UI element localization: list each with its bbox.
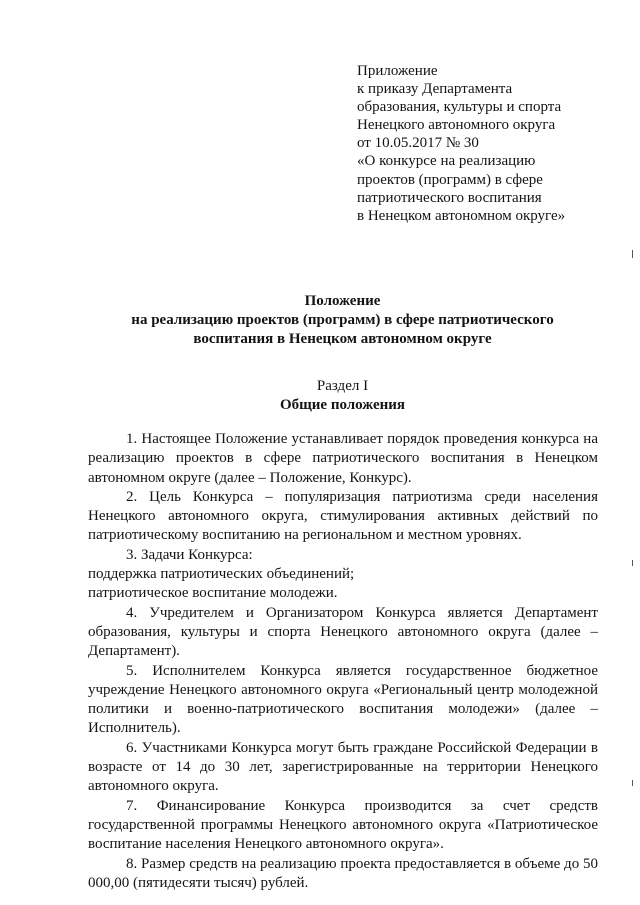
appendix-line: от 10.05.2017 № 30 [357, 135, 479, 152]
title-line: воспитания в Ненецком автономном округе [193, 331, 492, 347]
task-item: патриотическое воспитание молодежи. [88, 585, 338, 602]
appendix-line: Приложение [357, 63, 438, 79]
scan-artifact [632, 250, 633, 258]
paragraph-5: 5. Исполнителем Конкурса является государственное бюджетное учреждение Ненецкого автономного округа «Региональный центр молодежной политики и военно-патриотического воспитания молодежи» (далее – Исполнитель). [88, 662, 598, 737]
appendix-line: патриотического воспитания [357, 189, 542, 206]
paragraph-8: 8. Размер средств на реализацию проекта предоставляется в объеме до 50 000,00 (пятидесяти тысяч) рублей. [88, 855, 598, 891]
section-header [60, 377, 625, 415]
appendix-line: в Ненецком автономном округе» [357, 207, 566, 224]
scan-artifact [632, 560, 633, 566]
appendix-line: образования, культуры и спорта [357, 99, 562, 116]
appendix-line: Ненецкого автономного округа [357, 117, 556, 134]
section-heading: Общие положения [279, 397, 406, 413]
title-line: Положение [304, 293, 381, 309]
appendix-block [357, 62, 617, 225]
paragraph-6: 6. Участниками Конкурса могут быть граждане Российской Федерации в возрасте от 14 до 30 лет, зарегистрированные на территории Ненецкого автономного округа. [88, 739, 598, 795]
paragraph-3: 3. Задачи Конкурса: [126, 546, 253, 563]
task-item: поддержка патриотических объединений; [88, 566, 355, 583]
scan-artifact [632, 780, 633, 786]
appendix-line: проектов (программ) в сфере [357, 171, 543, 188]
section-label: Раздел I [316, 378, 369, 394]
paragraph-7: 7. Финансирование Конкурса производится за счет средств государственной программы Ненецкого автономного округа «Патриотическое воспитание населения Ненецкого автономного округа». [88, 797, 598, 853]
paragraph-1: 1. Настоящее Положение устанавливает порядок проведения конкурса на реализацию проектов в сфере патриотического воспитания в Ненецком автономном округе (далее – Положение, Конкурс). [88, 431, 598, 486]
title-line: на реализацию проектов (программ) в сфере патриотического [131, 312, 554, 328]
document-title [60, 292, 625, 349]
paragraph-2: 2. Цель Конкурса – популяризация патриотизма среди населения Ненецкого автономного округа, стимулирования активных действий по патриотическому воспитанию на региональном и местном уровнях. [88, 488, 598, 544]
appendix-line: «О конкурсе на реализацию [357, 153, 536, 170]
document-body [88, 430, 598, 893]
appendix-line: к приказу Департамента [357, 81, 513, 98]
paragraph-4: 4. Учредителем и Организатором Конкурса является Департамент образования, культуры и спорта Ненецкого автономного округа (далее – Департамент). [88, 604, 598, 660]
